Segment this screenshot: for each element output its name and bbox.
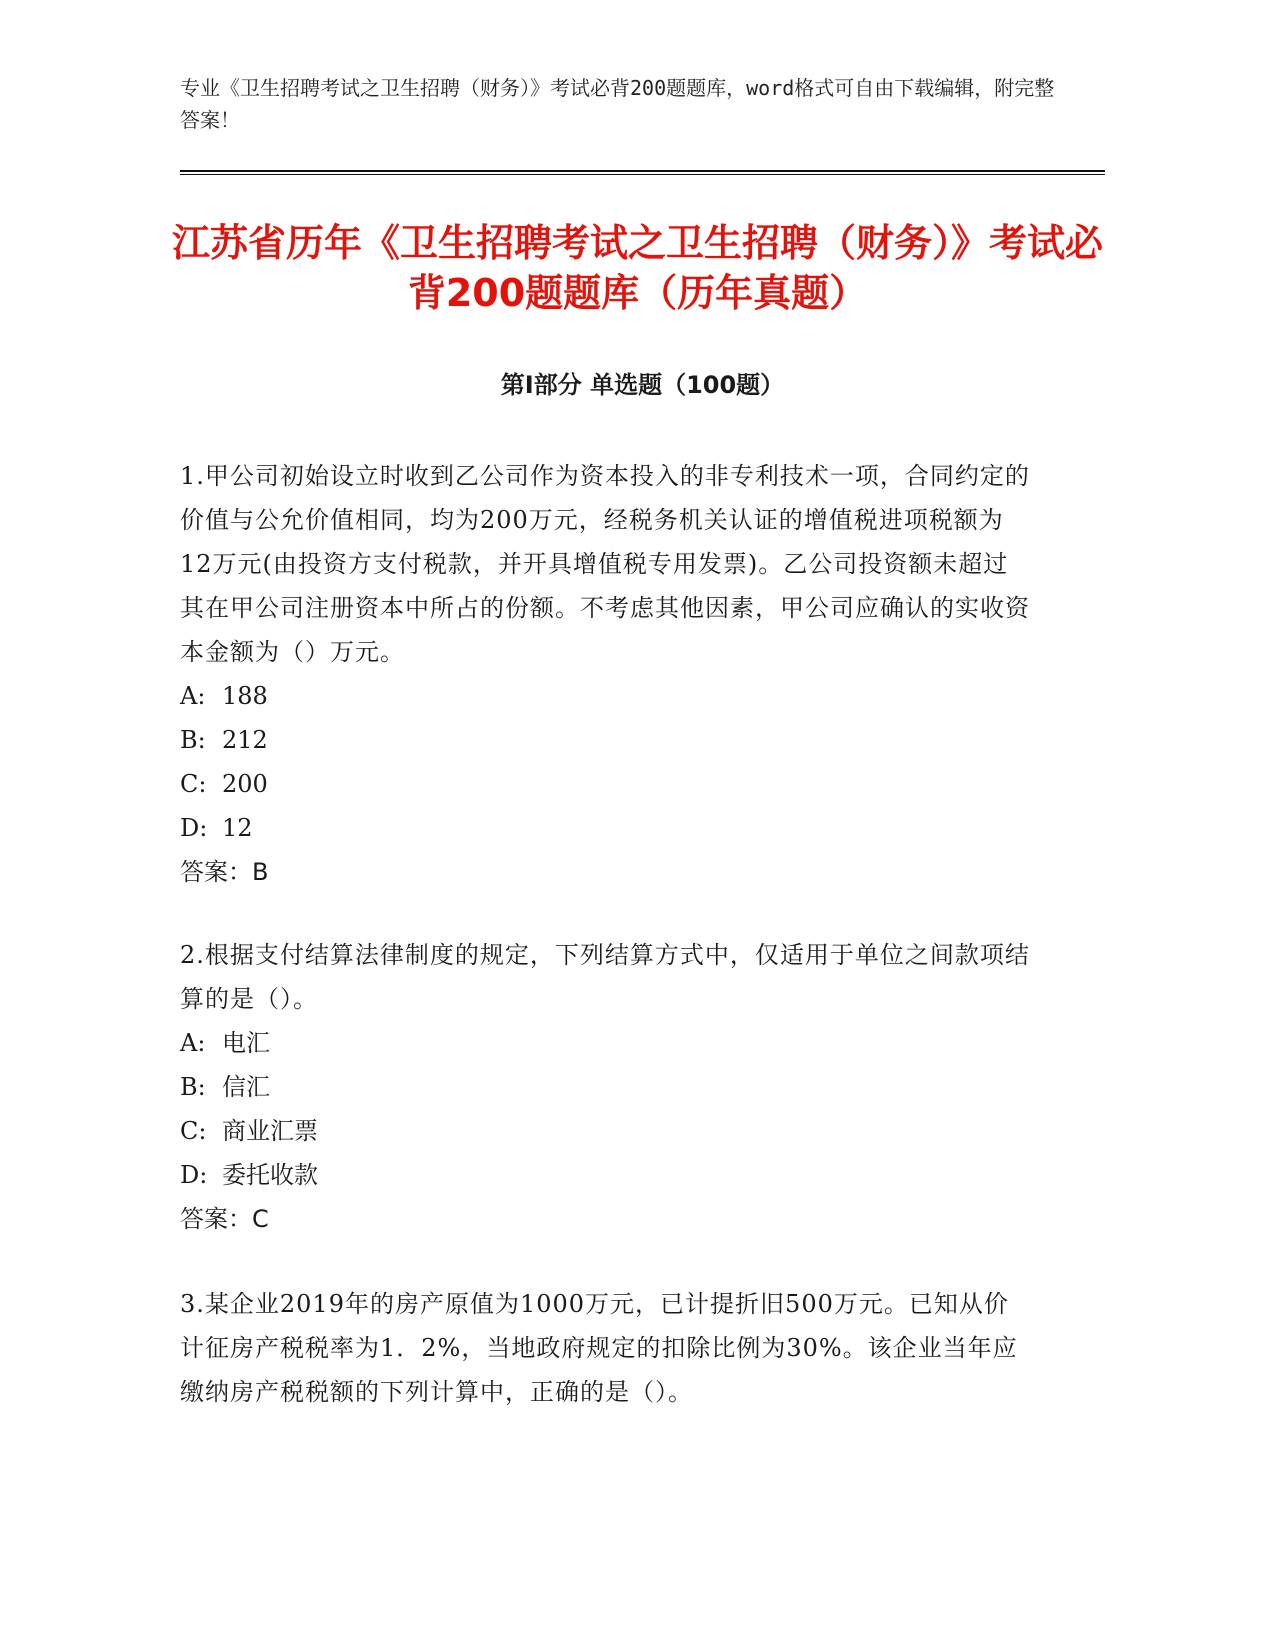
question-block — [180, 1282, 1030, 1414]
answer-line: 答案：B — [180, 858, 269, 886]
option-d — [180, 1153, 1030, 1197]
option-key: B: — [180, 1073, 206, 1101]
option-value: 12 — [222, 814, 253, 842]
option-value: 电汇 — [222, 1029, 270, 1057]
answer-line: 答案：C — [180, 1205, 269, 1233]
option-key: D: — [180, 1161, 208, 1189]
option-a — [180, 674, 1030, 718]
option-d — [180, 806, 1030, 850]
option-key: B: — [180, 726, 206, 754]
option-key: D: — [180, 814, 208, 842]
option-c — [180, 762, 1030, 806]
option-a — [180, 1021, 1030, 1065]
option-value: 信汇 — [222, 1073, 270, 1101]
question-text: 3.某企业2019年的房产原值为1000万元，已计提折旧500万元。已知从价计征房产税税率为1．2%，当地政府规定的扣除比例为30%。该企业当年应缴纳房产税税额的下列计算中，正确的是（）。 — [180, 1290, 1018, 1406]
question-text: 2.根据支付结算法律制度的规定，下列结算方式中，仅适用于单位之间款项结算的是（）。 — [180, 941, 1030, 1013]
option-value: 委托收款 — [222, 1161, 318, 1189]
document-title: 江苏省历年《卫生招聘考试之卫生招聘（财务）》考试必背200题题库（历年真题） — [171, 221, 1103, 315]
option-value: 212 — [222, 726, 268, 754]
header-note: 专业《卫生招聘考试之卫生招聘（财务）》考试必背200题题库，word格式可自由下载编辑，附完整答案！ — [180, 76, 1055, 132]
option-value: 商业汇票 — [222, 1117, 318, 1145]
option-c — [180, 1109, 1030, 1153]
option-b — [180, 718, 1030, 762]
header-divider — [180, 170, 1105, 175]
option-key: C: — [180, 1117, 207, 1145]
question-block — [180, 933, 1030, 1241]
option-key: A: — [180, 1029, 206, 1057]
option-key: A: — [180, 682, 206, 710]
option-key: C: — [180, 770, 207, 798]
option-value: 188 — [222, 682, 268, 710]
section-heading: 第Ⅰ部分 单选题（100题） — [500, 371, 785, 399]
question-text: 1.甲公司初始设立时收到乙公司作为资本投入的非专利技术一项，合同约定的价值与公允价值相同，均为200万元，经税务机关认证的增值税进项税额为12万元(由投资方支付税款，并开具增值税专用发票)。乙公司投资额未超过其在甲公司注册资本中所占的份额。不考虑其他因素，甲公司应确认的实收资本金额为（）万元。 — [180, 462, 1030, 666]
option-value: 200 — [222, 770, 268, 798]
option-b — [180, 1065, 1030, 1109]
question-block — [180, 454, 1030, 894]
